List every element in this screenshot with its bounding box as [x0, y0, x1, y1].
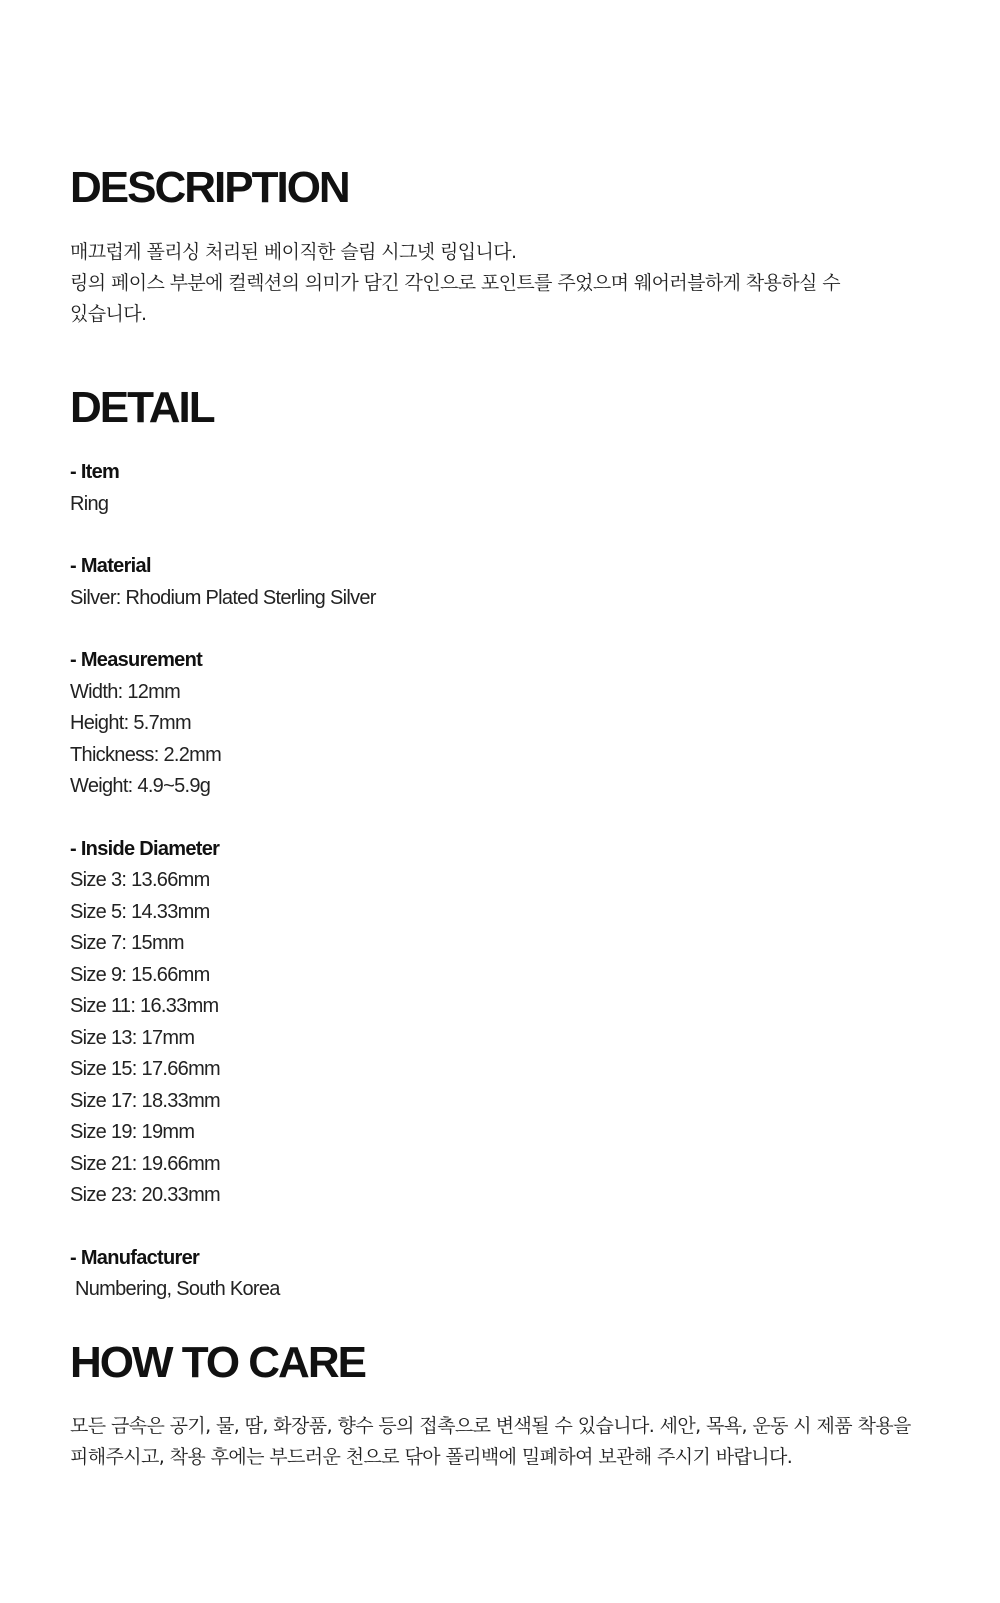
size-row: Size 11: 16.33mm [70, 995, 219, 1017]
measurement-label: - Measurement [70, 649, 203, 671]
size-row: Size 21: 19.66mm [70, 1152, 220, 1175]
detail-material-group [70, 551, 376, 614]
size-row: Size 9: 15.66mm [70, 963, 210, 986]
measurement-weight: Weight: 4.9~5.9g [70, 775, 211, 797]
detail-item-group [70, 457, 376, 520]
description-line: 매끄럽게 폴리싱 처리된 베이직한 슬림 시그넷 링입니다. [70, 241, 517, 263]
care-heading: HOW TO CARE [70, 1338, 365, 1387]
item-value: Ring [70, 492, 109, 515]
size-row: Size 15: 17.66mm [70, 1058, 220, 1080]
description-text [70, 237, 840, 330]
description-line: 있습니다. [70, 303, 147, 325]
detail-measurement-group [70, 645, 376, 803]
care-text [70, 1411, 911, 1473]
inside-diameter-label: - Inside Diameter [70, 837, 220, 860]
size-row: Size 3: 13.66mm [70, 869, 210, 891]
item-label: - Item [70, 461, 120, 483]
material-value: Silver: Rhodium Plated Sterling Silver [70, 586, 376, 609]
size-row: Size 17: 18.33mm [70, 1089, 220, 1112]
measurement-thickness: Thickness: 2.2mm [70, 743, 222, 766]
description-heading: DESCRIPTION [70, 163, 349, 212]
care-line: 피해주시고, 착용 후에는 부드러운 천으로 닦아 폴리백에 밀폐하여 보관해 주시기 바랍니다. [70, 1446, 793, 1468]
measurement-width: Width: 12mm [70, 680, 181, 703]
size-row: Size 23: 20.33mm [70, 1184, 220, 1206]
detail-manufacturer-group [70, 1243, 376, 1306]
care-line: 모든 금속은 공기, 물, 땀, 화장품, 향수 등의 접촉으로 변색될 수 있습니다. 세안, 목욕, 운동 시 제품 착용을 [70, 1415, 911, 1437]
detail-heading: DETAIL [70, 383, 214, 432]
manufacturer-label: - Manufacturer [70, 1246, 200, 1269]
size-row: Size 5: 14.33mm [70, 900, 210, 923]
size-row: Size 19: 19mm [70, 1121, 195, 1143]
detail-inside-diameter-group [70, 834, 376, 1212]
material-label: - Material [70, 555, 151, 577]
size-row: Size 7: 15mm [70, 932, 184, 954]
measurement-height: Height: 5.7mm [70, 712, 191, 734]
size-row: Size 13: 17mm [70, 1026, 195, 1049]
manufacturer-value: Numbering, South Korea [75, 1278, 280, 1300]
detail-list [70, 457, 376, 1306]
description-line: 링의 페이스 부분에 컬렉션의 의미가 담긴 각인으로 포인트를 주었으며 웨어러블하게 착용하실 수 [70, 272, 840, 294]
